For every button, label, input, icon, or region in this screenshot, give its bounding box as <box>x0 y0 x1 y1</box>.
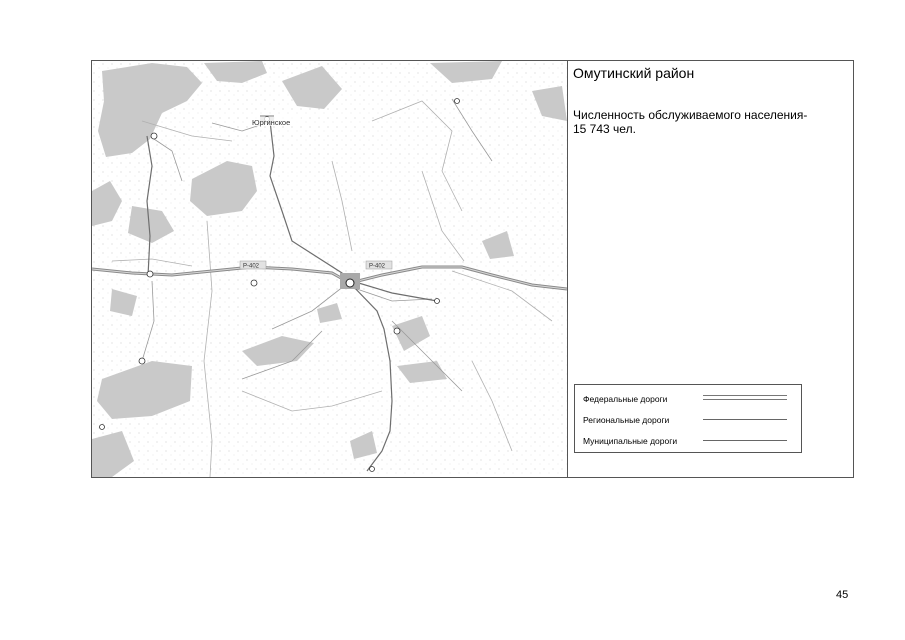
population-label: Численность обслуживаемого населения- <box>573 108 808 122</box>
road-label: Р-402 <box>243 263 260 270</box>
population-info <box>573 108 843 136</box>
settlement-marker <box>151 133 157 139</box>
regional-road-swatch <box>703 419 787 420</box>
road-label: Р-402 <box>369 263 386 270</box>
settlement-marker <box>370 467 375 472</box>
district-title: Омутинский район <box>573 65 695 81</box>
municipal-road-swatch <box>703 440 787 441</box>
legend-row-federal <box>583 392 795 406</box>
settlement-marker <box>251 280 257 286</box>
settlement-marker <box>147 271 153 277</box>
map-legend <box>574 384 802 453</box>
info-panel <box>568 61 853 477</box>
legend-row-regional <box>583 413 795 427</box>
map-panel[interactable] <box>92 61 568 477</box>
settlement-marker <box>139 358 145 364</box>
legend-label-municipal: Муниципальные дороги <box>583 436 678 446</box>
legend-label-federal: Федеральные дороги <box>583 394 668 404</box>
settlement-marker <box>455 99 460 104</box>
population-value: 15 743 чел. <box>573 122 636 136</box>
map-texture <box>92 61 567 477</box>
place-label-yurginskoe: Юргинское <box>252 118 291 127</box>
settlement-marker-center <box>340 273 360 289</box>
page-number: 45 <box>836 589 849 601</box>
settlement-marker <box>394 328 400 334</box>
settlement-marker <box>100 425 105 430</box>
legend-label-regional: Региональные дороги <box>583 415 670 425</box>
settlement-marker <box>435 299 440 304</box>
district-map <box>92 61 567 477</box>
federal-road-swatch <box>703 395 787 400</box>
legend-row-municipal <box>583 434 795 448</box>
map-sheet-frame <box>91 60 854 478</box>
